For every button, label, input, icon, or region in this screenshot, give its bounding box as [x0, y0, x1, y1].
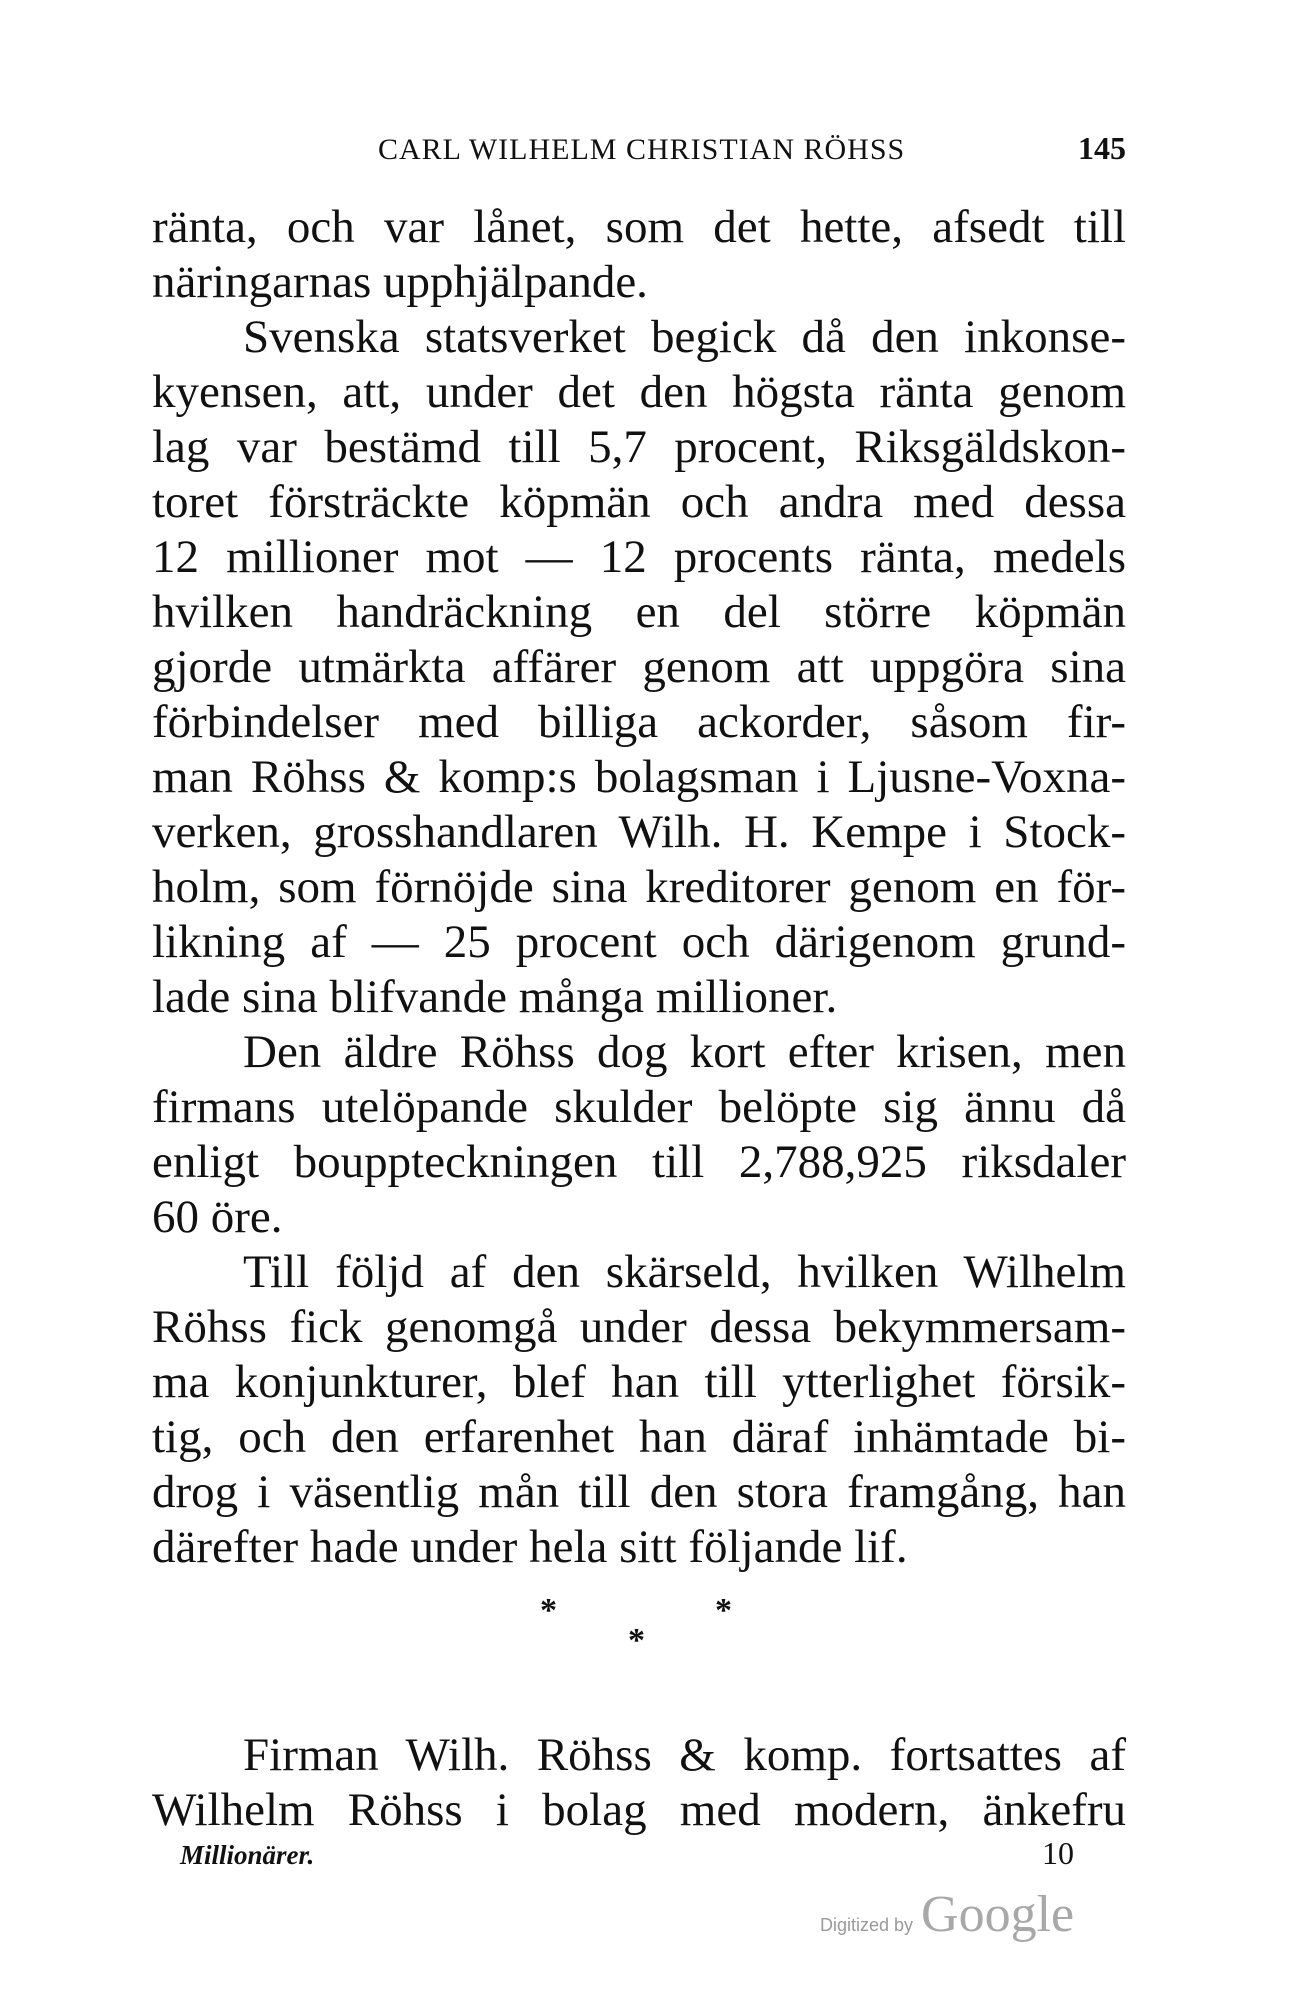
section-separator — [520, 1592, 750, 1682]
text-line: därefter hade under hela sitt följande lif. — [152, 1521, 908, 1573]
page-number: 145 — [1078, 130, 1126, 166]
text-line: Till följd af den skärseld, hvilken Wilhelm — [243, 1246, 1126, 1298]
digitized-watermark — [820, 1885, 1074, 1944]
text-line: näringarnas upphjälpande. — [152, 256, 648, 308]
page-header — [152, 130, 1126, 167]
separator-star: * — [715, 1592, 732, 1629]
signature-number: 10 — [1042, 1835, 1074, 1871]
text-line: Röhss fick genomgå under dessa bekymmersam- — [152, 1301, 1126, 1353]
text-line: 12 millioner mot — 12 procents ränta, medels — [152, 531, 1126, 583]
text-line: lade sina blifvande många millioner. — [152, 971, 838, 1023]
text-line: ma konjunkturer, blef han till ytterlighet försik- — [152, 1356, 1126, 1408]
signature-title: Millionärer. — [180, 1840, 315, 1870]
text-line: förbindelser med billiga ackorder, såsom fir- — [152, 696, 1126, 748]
separator-star: * — [540, 1592, 557, 1629]
text-line: lag var bestämd till 5,7 procent, Riksgäldskon- — [152, 421, 1126, 473]
text-line: gjorde utmärkta affärer genom att uppgöra sina — [152, 641, 1126, 693]
body-text-continued — [152, 1728, 1126, 1838]
text-line: hvilken handräckning en del större köpmän — [152, 586, 1126, 638]
text-line: man Röhss & komp:s bolagsman i Ljusne-Voxna- — [152, 751, 1126, 803]
text-line: Svenska statsverket begick då den inkonse- — [243, 311, 1126, 363]
body-text — [152, 200, 1126, 1575]
text-line: 60 öre. — [152, 1191, 283, 1243]
text-line: drog i väsentlig mån till den stora framgång, han — [152, 1466, 1126, 1518]
page-footer — [180, 1835, 1074, 1872]
separator-star: * — [628, 1622, 645, 1659]
text-line: Wilhelm Röhss i bolag med modern, änkefru — [152, 1784, 1126, 1836]
digitized-prefix: Digitized by — [820, 1915, 914, 1935]
text-line: tig, och den erfarenhet han däraf inhämtade bi- — [152, 1411, 1126, 1463]
text-line: kyensen, att, under det den högsta ränta genom — [152, 366, 1126, 418]
text-line: Firman Wilh. Röhss & komp. fortsattes af — [243, 1729, 1126, 1781]
text-line: holm, som förnöjde sina kreditorer genom en för- — [152, 861, 1126, 913]
text-line: verken, grosshandlaren Wilh. H. Kempe i Stock- — [152, 806, 1126, 858]
text-line: likning af — 25 procent och därigenom grund- — [152, 916, 1126, 968]
text-line: firmans utelöpande skulder belöpte sig ännu då — [152, 1081, 1126, 1133]
text-line: enligt bouppteckningen till 2,788,925 riksdaler — [152, 1136, 1126, 1188]
google-logo: Google — [921, 1886, 1075, 1943]
text-line: toret försträckte köpmän och andra med dessa — [152, 476, 1126, 528]
text-line: Den äldre Röhss dog kort efter krisen, men — [243, 1026, 1126, 1078]
text-line: ränta, och var lånet, som det hette, afsedt till — [152, 201, 1126, 253]
running-title: CARL WILHELM CHRISTIAN RÖHSS — [378, 133, 906, 166]
